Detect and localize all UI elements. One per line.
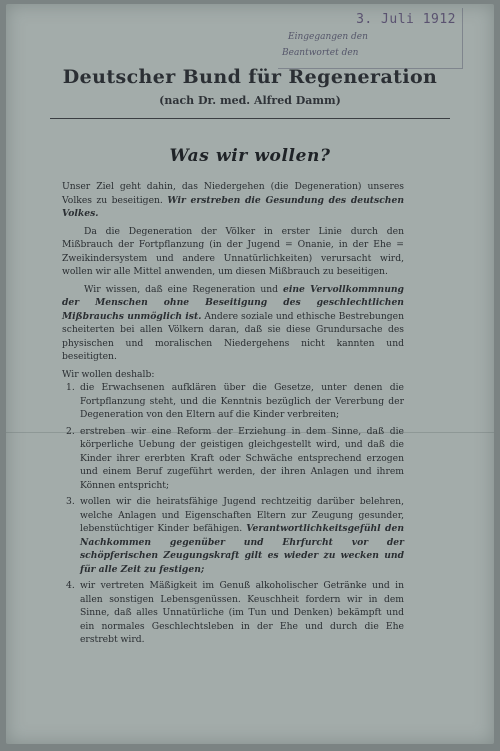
list-item	[66, 579, 404, 647]
list-item-text: die Erwachsenen aufklären über die Gesetze, unter denen die Fortpflanzung steht, und die Kenntnis bezüglich der Vererbung der Degeneration von den Eltern auf die Kinder verbreiten;	[80, 382, 404, 420]
organization-subtitle: (nach Dr. med. Alfred Damm)	[159, 94, 341, 107]
list-item-number: 1.	[66, 382, 75, 393]
list-item	[66, 381, 404, 422]
header-divider	[50, 118, 450, 119]
organization-name: Deutscher Bund für Regeneration	[62, 66, 438, 88]
list-item-number: 2.	[66, 425, 75, 437]
list-item-number: 3.	[66, 496, 75, 507]
list-item-text: erstreben wir eine Reform der Erziehung in dem Sinne, daß die körperliche Uebung der geistigen gleichgestellt wird, und daß die Kinder ihrer ererbten Kraft oder Schwäche entsprechend erzogen und einem Beruf zugeführt werden, der ihren Anlagen und ihrem Können entspricht;	[80, 425, 404, 491]
list-item	[66, 425, 404, 493]
goal-text: Unser Ziel geht dahin, das Niedergehen (die Degeneration) unseres Volkes zu beseitigen.	[62, 181, 404, 206]
paragraph-goal	[62, 180, 404, 221]
stamp-received-label: Eingegangen den	[288, 32, 368, 42]
received-stamp	[278, 8, 463, 69]
stamp-answered-label: Beantwortet den	[282, 48, 359, 58]
aims-list	[62, 381, 404, 647]
knowledge-emphasis: eine Vervollkommnung der Menschen ohne Beseitigung des geschlechtlichen Mißbrauchs unmöglich ist.	[62, 283, 404, 322]
list-item-number: 4.	[66, 580, 75, 591]
goal-emphasis: Wir erstreben die Gesundung des deutschen Volkes.	[62, 194, 405, 219]
document-title: Was wir wollen?	[169, 146, 331, 166]
list-item-emphasis: Verantwortlichkeitsgefühl den Nachkommen gegenüber und Ehrfurcht vor der schöpferischen Zeugungskraft gilt es wieder zu wecken und für alle Zeit zu festigen;	[80, 523, 404, 575]
document-body	[62, 180, 404, 647]
stamp-date: 3. Juli 1912	[356, 12, 456, 27]
list-item-text: wir vertreten Mäßigkeit im Genuß alkoholischer Getränke und in allen sonstigen Lebensgenüssen. Keuschheit fordern wir in dem Sinne, daß alles Unnatürliche (im Tun und Denken) bekämpft und ein normales Geschlechtsleben in der Ehe und durch die Ehe erstrebt wird.	[80, 580, 404, 645]
knowledge-text-1: Wir wissen, daß eine Regeneration und	[84, 283, 284, 295]
paragraph-knowledge	[62, 283, 404, 364]
list-item	[66, 495, 404, 576]
list-lead: Wir wollen deshalb:	[62, 368, 155, 380]
knowledge-text-2: Andere soziale und ethische Bestrebungen scheiterten bei allen Völkern daran, daß sie diese Grundursache des physischen und moralischen Niedergehens nicht kannten und beseitigten.	[62, 310, 404, 362]
paragraph-cause: Da die Degeneration der Völker in erster Linie durch den Mißbrauch der Fortpflanzung (in der Jugend = Onanie, in der Ehe = Zweikindersystem und andere Unnatürlichkeiten) verursacht wird, wollen wir alle Mittel anwenden, um diesen Mißbrauch zu beseitigen.	[62, 225, 404, 277]
list-item-text: wollen wir die heiratsfähige Jugend rechtzeitig darüber belehren, welche Anlagen und Eigenschaften Eltern zur Zeugung gesunder, lebenstüchtiger Kinder befähigen.	[80, 496, 404, 534]
